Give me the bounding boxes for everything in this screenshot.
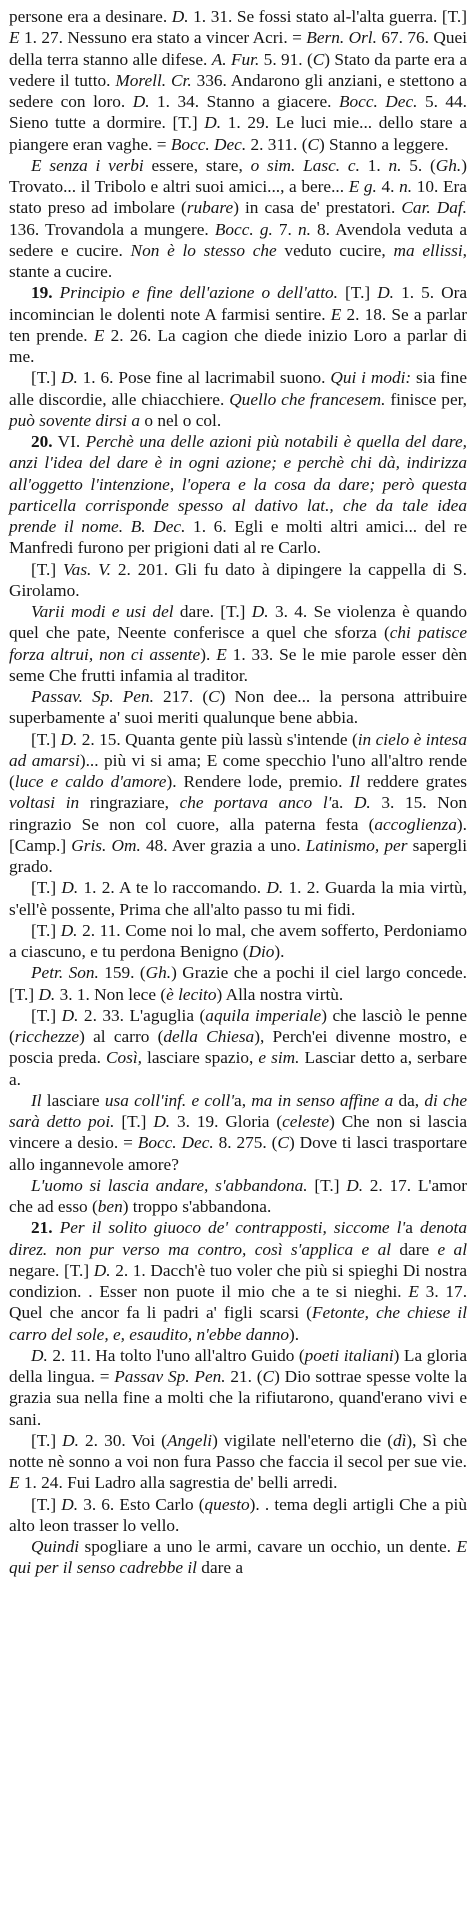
italic-text: D. xyxy=(61,1494,79,1514)
body-text: 1. 34. Stanno a giacere. xyxy=(149,92,339,111)
italic-text: Per il solito giuoco de' contrapposti, siccome l' xyxy=(59,1218,406,1238)
body-text: 1. 5. Ora incomincian le dolenti note A farmisi sentire. xyxy=(9,283,467,324)
body-text: 2. 311. ( xyxy=(246,134,308,154)
body-text: 1. xyxy=(359,155,389,175)
italic-text: ricchezze xyxy=(14,1027,80,1046)
body-text: essere, stare, xyxy=(143,155,251,175)
italic-text: E xyxy=(9,1473,20,1493)
italic-text: E senza i verbi xyxy=(31,155,144,175)
body-text: 1. 29. Le luci mie... dello stare a piangere eran vaghe. = xyxy=(9,113,467,154)
body-text: 2. 17. L'amor che ad esso ( xyxy=(9,1175,467,1216)
italic-text: Dio xyxy=(248,942,275,961)
italic-text: C xyxy=(208,687,220,706)
italic-text: D. xyxy=(60,368,78,388)
body-text: 1. 6. Egli e molti altri amici... del re Manfredi furono per prigioni dati al re Carlo. xyxy=(9,517,467,558)
italic-text: Car. Daf. xyxy=(401,198,467,218)
italic-text: n. xyxy=(388,155,402,175)
body-text: ) Stato da parte era a vedere il tutto. xyxy=(9,49,468,90)
italic-text: Qui i modi: xyxy=(330,368,412,388)
body-text: [T.] xyxy=(31,1494,62,1514)
body-text: 8. Avendola veduta a sedere e cucire. xyxy=(9,219,467,260)
body-text: 2. 33. L'aguglia ( xyxy=(78,1005,206,1025)
italic-text: aquila imperiale xyxy=(205,1005,322,1025)
italic-text: può sovente dirsi a xyxy=(9,410,141,430)
body-text: 1. 27. Nessuno era stato a vincer Acri. = xyxy=(19,28,307,48)
body-text: ). xyxy=(274,942,285,961)
italic-text: C xyxy=(277,1133,289,1153)
italic-text: Principio e fine dell'azione o dell'atto. xyxy=(59,283,338,303)
italic-text: Gris. Om. xyxy=(71,835,141,855)
entry-paragraph xyxy=(9,1175,467,1218)
italic-text: Bocc. Dec. xyxy=(137,1133,214,1153)
body-text: dare a xyxy=(196,1558,244,1578)
italic-text: Morell. Cr. xyxy=(115,70,192,90)
body-text: persone era a desinare. xyxy=(9,7,172,26)
body-text: 5. 91. ( xyxy=(259,49,313,69)
italic-text: D. xyxy=(132,92,150,111)
entry-paragraph xyxy=(9,962,467,1005)
italic-text: Perchè una delle azioni più notabili è quella del dare, anzi l'idea del dare è in ogni azione; e perchè chi dà, indirizza all'oggetto l'intenzione, l'opera e la cosa da dare; però questa particella corrisponde spesso al dativo lat., che da tale idea prende il nome. B. Dec. xyxy=(9,432,467,536)
body-text: [T.] xyxy=(31,368,61,388)
body-text: o nel o col. xyxy=(140,410,222,430)
body-text: 336. Andarono gli anziani, e stettono a sedere con loro. xyxy=(9,70,467,111)
entry-paragraph xyxy=(9,155,467,283)
section-number: 19. xyxy=(31,283,53,303)
body-text: 2. 1. Dacch'è tuo voler che più si spieghi Di nostra condizion. . Esser non puote il mio che a te si nieghi. xyxy=(9,1260,467,1301)
entry-paragraph xyxy=(9,1494,467,1537)
body-text: ) Stanno a leggere. xyxy=(318,134,449,154)
body-text: ) Trovato... il Tribolo e altri suoi amici..., a bere... xyxy=(9,155,468,196)
body-text: 1. 33. Se le mie parole esser dèn seme Che frutti infamia al traditor. xyxy=(9,644,468,685)
body-text: ). Rendere lode, premio. xyxy=(166,772,350,791)
body-text: ) Che non si lascia vincere a desio. = xyxy=(9,1112,467,1153)
body-text: 1. 31. Se fossi stato al-l'alta guerra. [T.] xyxy=(188,7,467,26)
body-text xyxy=(53,283,60,302)
italic-text: denota direz. non pur verso ma contro, così s'applica e al xyxy=(9,1218,467,1259)
body-text: Lasciar detto a, serbare a. xyxy=(9,1048,467,1089)
body-text: 8. 275. ( xyxy=(213,1133,278,1153)
entry-paragraph xyxy=(9,1430,467,1494)
body-text: spogliare a uno le armi, cavare un occhio, un dente. xyxy=(79,1537,457,1556)
italic-text: D. xyxy=(60,729,78,749)
body-text: 1. 2. Guarda la mia virtù, s'ell'è possente, Prima che all'alto passo tu mi fidi. xyxy=(9,878,467,919)
body-text: 21. ( xyxy=(225,1367,263,1386)
body-text: 5. ( xyxy=(401,155,436,175)
italic-text: Fetonte, che chiese il carro del sole, e, esaudito, n'ebbe danno xyxy=(9,1303,467,1344)
italic-text: n. xyxy=(297,219,311,239)
italic-text: D. xyxy=(38,984,56,1004)
body-text: [T.] xyxy=(31,559,64,579)
italic-text: Non è lo stesso che xyxy=(130,240,277,260)
italic-text: C xyxy=(312,49,325,69)
italic-text: poeti italiani xyxy=(304,1345,394,1365)
body-text: ) che lasciò le penne ( xyxy=(9,1005,467,1046)
body-text: sia fine alle discordie, alle chiacchiere. xyxy=(9,368,467,409)
body-text: sapergli grado. xyxy=(9,835,468,876)
italic-text: n. xyxy=(399,177,413,196)
body-text: 136. Trovandola a mungere. xyxy=(9,219,215,239)
italic-text: Bocc. g. xyxy=(214,219,273,239)
italic-text: L'uomo si lascia andare, s'abbandona. xyxy=(31,1175,308,1195)
italic-text: Latinismo, per xyxy=(305,835,408,855)
body-text: ) vigilate nell'eterno die ( xyxy=(212,1430,393,1450)
body-text: finisce per, xyxy=(385,389,467,409)
italic-text: A. Fur. xyxy=(211,49,260,69)
body-text: 3. 1. Non lece ( xyxy=(55,984,167,1004)
italic-text: Gh. xyxy=(435,155,462,175)
italic-text: Quello che francesem. xyxy=(229,389,386,409)
entry-paragraph xyxy=(9,431,467,559)
entry-paragraph xyxy=(9,559,467,602)
entry-paragraph xyxy=(9,1217,467,1345)
body-text: lasciare spazio, xyxy=(141,1048,259,1068)
entry-paragraph xyxy=(9,601,467,686)
italic-text: D. xyxy=(171,7,189,26)
italic-text: D. xyxy=(60,920,78,940)
italic-text: è lecito xyxy=(166,984,217,1004)
italic-text: D. xyxy=(153,1112,171,1131)
italic-text: e al xyxy=(437,1239,467,1259)
body-text: 67. 76. Quei della terra stanno alle difese. xyxy=(9,28,467,69)
entry-paragraph xyxy=(9,1090,467,1175)
body-text: , stante a cucire. xyxy=(9,240,467,281)
body-text: ) Grazie che a pochi il ciel largo concede. [T.] xyxy=(9,963,467,1004)
italic-text: Bern. Orl. xyxy=(306,28,377,48)
body-text: 2. 11. Ha tolto l'uno all'altro Guido ( xyxy=(47,1345,305,1365)
body-text: 2. 18. Se a parlar ten prende. xyxy=(9,304,467,345)
body-text: a. xyxy=(331,793,354,813)
italic-text: D. xyxy=(251,602,269,621)
entry-paragraph xyxy=(9,1345,467,1430)
italic-text: D. xyxy=(61,878,79,898)
italic-text: E qui per il senso cadrebbe il xyxy=(9,1537,467,1578)
italic-text: Bocc. Dec. xyxy=(338,92,418,111)
italic-text: di che sarà detto poi. xyxy=(9,1090,468,1131)
body-text: 1. 2. A te lo raccomando. xyxy=(78,878,267,898)
italic-text: D. xyxy=(93,1260,111,1280)
body-text: 2. 15. Quanta gente più lassù s'intende ( xyxy=(77,729,358,749)
italic-text: Il xyxy=(31,1090,42,1110)
body-text: 1. 24. Fui Ladro alla sagrestia de' belli arredi. xyxy=(19,1473,338,1493)
italic-text: celeste xyxy=(282,1112,330,1131)
body-text: ) troppo s'abbandona. xyxy=(122,1197,272,1216)
body-text: [T.] xyxy=(31,1005,62,1025)
italic-text: Il xyxy=(349,772,360,791)
italic-text: voltasi in xyxy=(9,793,80,813)
body-text xyxy=(53,1218,60,1237)
italic-text: E xyxy=(408,1282,419,1301)
body-text: dare xyxy=(391,1239,438,1259)
italic-text: D. xyxy=(346,1175,364,1195)
body-text: 3. 15. Non ringrazio Se non col cuore, alla paterna festa ( xyxy=(9,793,467,834)
body-text: 159. ( xyxy=(98,963,146,983)
italic-text: E xyxy=(216,644,227,664)
body-text: 48. Aver grazia a uno. xyxy=(140,835,306,855)
body-text: ) in casa de' prestatori. xyxy=(233,198,402,218)
italic-text: Gh. xyxy=(145,963,172,983)
entry-paragraph xyxy=(9,282,467,367)
body-text: )... più vi si ama; E come specchio l'uno all'altro rende ( xyxy=(9,750,467,791)
italic-text: E g. xyxy=(348,177,377,196)
body-text: [T.] xyxy=(31,1430,63,1450)
italic-text: Quindi xyxy=(31,1537,80,1556)
body-text: 217. ( xyxy=(153,687,209,706)
body-text: a xyxy=(405,1218,420,1238)
italic-text: o sim. Lasc. c. xyxy=(250,155,360,175)
body-text: ) Alla nostra virtù. xyxy=(216,984,344,1004)
entry-paragraph xyxy=(9,1536,467,1579)
entry-paragraph xyxy=(9,367,467,431)
body-text: 3. 19. Gloria ( xyxy=(170,1112,283,1131)
body-text: 7. xyxy=(272,219,298,239)
italic-text: D. xyxy=(61,1005,79,1025)
italic-text: Petr. Son. xyxy=(31,963,99,983)
italic-text: in cielo è intesa ad amarsi xyxy=(9,729,467,770)
body-text: [T.] xyxy=(31,920,61,940)
body-text: 1. 6. Pose fine al lacrimabil suono. xyxy=(77,368,331,388)
italic-text: usa coll'inf. e coll' xyxy=(104,1090,235,1110)
entry-paragraph xyxy=(9,686,467,729)
italic-text: D. xyxy=(31,1345,48,1365)
body-text: 10. Era stato preso ad imbolare ( xyxy=(9,177,467,218)
entry-paragraph xyxy=(9,920,467,963)
italic-text: della Chiesa xyxy=(163,1027,255,1046)
entry-paragraph xyxy=(9,877,467,920)
body-text: 2. 11. Come noi lo mal, che avem sofferto, Perdoniamo a ciascuno, e tu perdona Benigno ( xyxy=(9,920,467,961)
italic-text: luce e caldo d'amore xyxy=(14,772,167,791)
italic-text: che portava anco l' xyxy=(179,793,332,813)
italic-text: rubare xyxy=(186,198,234,218)
section-number: 21. xyxy=(31,1218,53,1238)
italic-text: D. xyxy=(204,113,222,133)
italic-text: chi patisce forza altrui, non ci assente xyxy=(9,623,467,664)
body-text: lasciare xyxy=(41,1090,105,1110)
italic-text: e sim. xyxy=(258,1048,300,1068)
body-text: 3. 17. Quel che ancor fa li padri a' figli scarsi ( xyxy=(9,1282,468,1323)
body-text: dare. [T.] xyxy=(173,602,252,621)
body-text: ringraziare, xyxy=(79,793,180,813)
body-text: VI. xyxy=(52,432,86,451)
italic-text: Varii modi e usi del xyxy=(31,602,174,621)
italic-text: D. xyxy=(377,283,395,303)
body-text: [T.] xyxy=(337,283,378,303)
italic-text: D. xyxy=(353,793,371,813)
body-text: reddere grates xyxy=(359,772,467,791)
italic-text: accoglienza xyxy=(374,814,457,834)
section-number: 20. xyxy=(31,432,53,451)
italic-text: Così, xyxy=(105,1048,142,1068)
body-text: da, xyxy=(393,1090,425,1110)
italic-text: Bocc. Dec. xyxy=(170,134,247,154)
body-text: ). xyxy=(200,644,217,664)
body-text: 2. 201. Gli fu dato à dipingere la cappella di S. Girolamo. xyxy=(9,559,467,600)
italic-text: D. xyxy=(266,878,284,898)
body-text: [T.] xyxy=(31,729,61,749)
body-text: negare. [T.] xyxy=(9,1260,94,1280)
italic-text: ma in senso affine a xyxy=(251,1090,394,1110)
body-text: [T.] xyxy=(307,1175,347,1195)
body-text: ), Sì che notte nè sonno a voi non fura Passo che faccia il secol per sue vie. xyxy=(9,1430,468,1471)
italic-text: E xyxy=(93,325,105,345)
body-text: ) Non dee... la persona attribuire superbamente a' suoi meriti qualunque bene abbia. xyxy=(9,687,467,728)
body-text: 3. 6. Esto Carlo ( xyxy=(78,1494,205,1514)
italic-text: Vas. V. xyxy=(63,559,111,579)
italic-text: dì xyxy=(392,1430,407,1450)
body-text: ), Perch'ei divenne mostro, e poscia preda. xyxy=(9,1027,467,1068)
body-text: ). . tema degli artigli Che a più alto leon trasser lo vello. xyxy=(9,1494,467,1535)
italic-text: ben xyxy=(97,1197,123,1216)
italic-text: Passav. Sp. Pen. xyxy=(31,687,154,706)
italic-text: D. xyxy=(62,1430,79,1450)
entry-paragraph xyxy=(9,6,467,155)
body-text: ) La gloria della lingua. = xyxy=(9,1345,467,1386)
body-text: 3. 4. Se violenza è quando quel che pate, Neente conferisce a quel che sforza ( xyxy=(9,602,467,643)
body-text: a, xyxy=(234,1090,252,1110)
italic-text: questo xyxy=(204,1494,250,1514)
italic-text: C xyxy=(307,134,319,154)
body-text: 4. xyxy=(376,177,400,196)
italic-text: E xyxy=(9,28,20,48)
body-text: ). xyxy=(289,1324,300,1344)
body-text: [T.] xyxy=(31,878,62,898)
body-text: ) Dio sottrae spesse volte la grazia sua nella fine a molti che la rifiutarono, quand'erano vivi e sani. xyxy=(9,1367,467,1429)
body-text: veduto cucire, xyxy=(276,240,394,260)
entry-paragraph xyxy=(9,1005,467,1090)
italic-text: C xyxy=(262,1367,275,1386)
body-text: [T.] xyxy=(114,1112,154,1131)
italic-text: ma ellissi xyxy=(393,240,463,260)
body-text: 5. 44. Sieno tutte a dormire. [T.] xyxy=(9,92,468,133)
italic-text: Angeli xyxy=(166,1430,213,1450)
body-text: ). [Camp.] xyxy=(9,814,467,855)
body-text: 2. 26. La cagion che diede inizio Loro a parlar di me. xyxy=(9,325,468,366)
body-text: 2. 30. Voi ( xyxy=(78,1430,167,1450)
body-text: ) Dove ti lasci trasportare allo ingannevole amore? xyxy=(9,1133,467,1174)
italic-text: E xyxy=(330,304,342,324)
body-text: ) al carro ( xyxy=(79,1027,164,1046)
text-column xyxy=(9,6,467,1579)
italic-text: Passav Sp. Pen. xyxy=(114,1367,226,1386)
entry-paragraph xyxy=(9,729,467,878)
